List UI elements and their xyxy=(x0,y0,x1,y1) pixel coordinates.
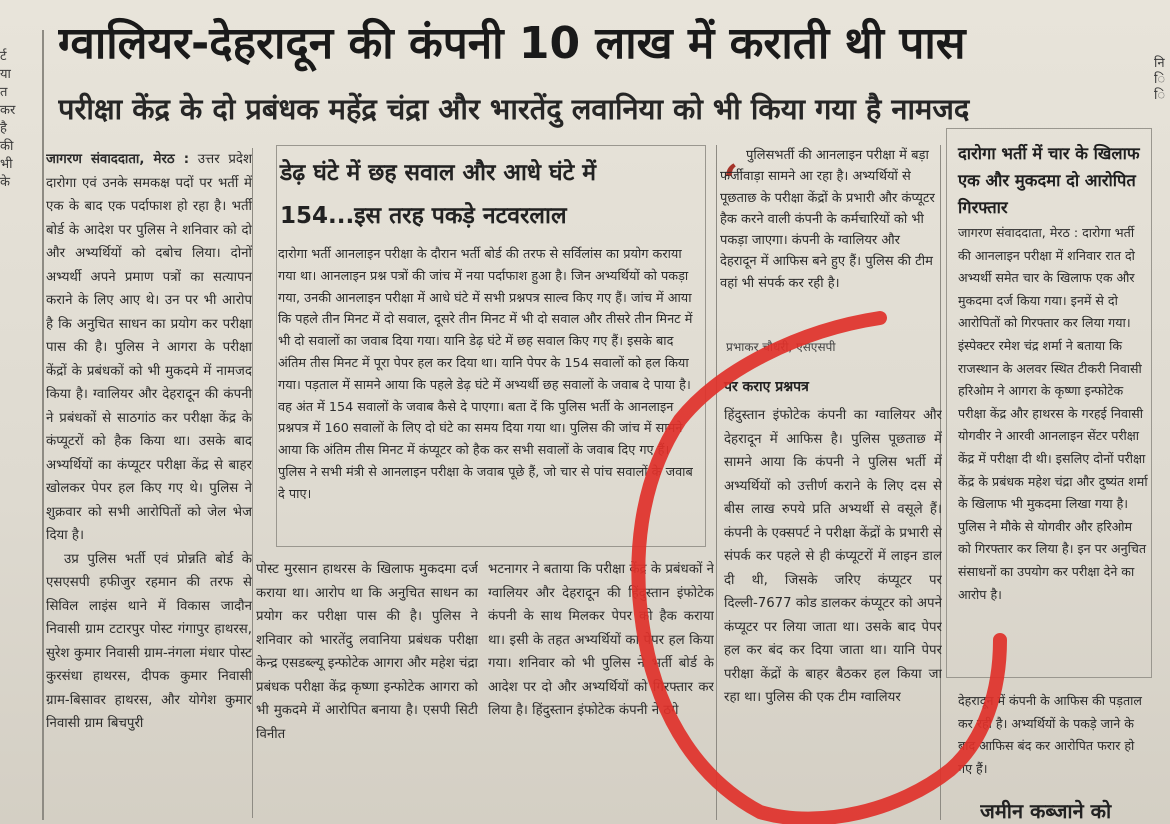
pull-quote-text: पुलिसभर्ती की आनलाइन परीक्षा में बड़ा फर्जीवाड़ा सामने आ रहा है। अभ्यर्थियों से पूछताछ के परीक्षा केंद्रों के प्रभारी और कंप्यूटर हैक करने वाली कंपनी के कर्मचारियों को भी पकड़ा जाएगा। कंपनी के ग्वालियर और देहरादून में आफिस बने हुए हैं। पुलिस की टीम वहां भी संपर्क कर रही है। xyxy=(720,148,935,291)
article-column-2: पोस्ट मुरसान हाथरस के खिलाफ मुकदमा दर्ज कराया था। आरोप था कि अनुचित साधन का प्रयोग कर परीक्षा पास की है। पुलिस ने शनिवार को भारतेंदु लवानिया प्रबंधक परीक्षा केन्द्र एसडब्ल्यू इन्फोटेक आगरा और महेश चंद्रा प्रबंधक परीक्षा केंद्र कृष्णा इन्फोटेक आगरा को भी मुकदमे में आरोपित बनाया है। एसपी सिटी विनीत xyxy=(256,562,478,742)
article-text: उत्तर प्रदेश दारोगा एवं उनके समकक्ष पदों पर भर्ती में एक के बाद एक पर्दाफाश हो रहा है। भर्ती बोर्ड के आदेश पर पुलिस ने शनिवार को दो और अभ्यर्थियों को दबोच लिया। दोनों अभ्यर्थी अपने प्रमाण पत्रों का सत्यापन कराने के लिए आए थे। उन पर भी आरोप है कि अनुचित साधन का प्रयोग कर परीक्षा पास की है। पुलिस ने आगरा के परीक्षा केंद्रों के प्रबंधकों को भी मुकदमे में नामजद किया है। ग्वालियर और देहरादून की कंपनी ने प्रबंधकों से साठगांठ कर परीक्षा केंद्र के कंप्यूटरों को हैक किया था। उसके बाद अभ्यर्थियों का कंप्यूटर परीक्षा केंद्र से बाहर खोलकर पेपर हल किए गए थे। पुलिस ने शुक्रवार को सभी आरोपितों को जेल भेज दिया है। xyxy=(46,152,252,543)
column-rule xyxy=(716,145,717,820)
article-column-3: भटनागर ने बताया कि परीक्षा केंद्र के प्रबंधकों ने ग्वालियर और देहरादून की हिंदुस्तान इंफोटेक कंपनी के साथ मिलकर पेपर को हैक कराया था। इसी के तहत अभ्यर्थियों का पेपर हल किया गया। शनिवार को भी पुलिस ने भर्ती बोर्ड के आदेश पर दो और अभ्यर्थियों को गिरफ्तार कर लिया है। हिंदुस्तान इंफोटेक कंपनी ने ठगे xyxy=(488,562,714,718)
side-story-title: दारोगा भर्ती में चार के खिलाफ एक और मुकदमा दो आरोपित गिरफ्तार xyxy=(958,144,1140,217)
quote-mark-icon: ‘ xyxy=(723,156,739,207)
sub-headline: परीक्षा केंद्र के दो प्रबंधक महेंद्र चंद्रा और भारतेंदु लवानिया को भी किया गया है नामजद xyxy=(58,92,970,126)
byline: जागरण संवाददाता, मेरठ : xyxy=(958,225,1079,240)
section-subheading: पर कराए प्रश्नपत्र xyxy=(724,379,809,395)
article-column-6: देहरादून में कंपनी के आफिस की पड़ताल कर रही है। अभ्यर्थियों के पकड़े जाने के बाद आफिस बंद कर आरोपित फरार हो गए हैं। xyxy=(958,693,1142,776)
column-rule xyxy=(252,148,253,818)
adjacent-column-left: र्ट या त कर है की भी के xyxy=(0,49,16,190)
column-rule xyxy=(42,30,44,820)
boxed-story-title-line: 154...इस तरह पकड़े नटवरलाल xyxy=(280,203,567,229)
pull-quote xyxy=(720,145,938,330)
article-text: उप्र पुलिस भर्ती एवं प्रोन्नति बोर्ड के एसएसपी हफीजुर रहमान की तरफ से सिविल लाइंस थाने में विकास जादौन निवासी ग्राम टटारपुर पोस्ट गंगापुर हाथरस, सुरेश कुमार निवासी ग्राम-नंगला मंधार पोस्ट कुरसंधा हाथरस, दीपक कुमार निवासी ग्राम-बिसावर हाथरस, और योगेश कुमार निवासी ग्राम बिचपुरी xyxy=(46,551,252,731)
boxed-story-body: दारोगा भर्ती आनलाइन परीक्षा के दौरान भर्ती बोर्ड की तरफ से सर्विलांस का प्रयोग कराया गया था। आनलाइन प्रश्न पत्रों की जांच में नया पर्दाफाश हुआ है। जिन अभ्यर्थियों को पकड़ा गया, उनकी आनलाइन परीक्षा में आधे घंटे में सभी प्रश्नपत्र साल्व किए गए हैं। जांच में आया कि पहले तीन मिनट में दो सवाल, दूसरे तीन मिनट में भी दो सवाल और तीसरे तीन मिनट में भी दो सवालों का जवाब दिया गया। यानि डेढ़ घंटे में छह सवाल किए गए हैं। इसके बाद अंतिम तीस मिनट में पूरा पेपर हल कर दिया था। यानि पेपर के 154 सवालों को हल किया गया। पड़ताल में सामने आया कि पहले डेढ़ घंटे में अभ्यर्थी छह सवालों के जवाब दे पाया है। वह अंत में 154 सवालों के जवाब कैसे दे पाएगा। बता दें कि पुलिस भर्ती के आनलाइन प्रश्नपत्र में 160 सवालों के लिए दो घंटे का समय दिया गया था। पुलिस की जांच में सामने आया कि अंतिम तीस मिनट में कंप्यूटर को हैक कर सभी सवालों के जवाब दिए गए हैं। पुलिस ने सभी मंत्री से आनलाइन परीक्षा के जवाब पूछे हैं, जो चार से पांच सवालों के जवाब दे पाए। xyxy=(278,247,693,502)
boxed-story-title-line: डेढ़ घंटे में छह सवाल और आधे घंटे में xyxy=(280,160,597,186)
article-column-4: हिंदुस्तान इंफोटेक कंपनी का ग्वालियर और देहरादून में आफिस है। पुलिस पूछताछ में सामने आया कि कंपनी ने पुलिस भर्ती में अभ्यर्थियों को उत्तीर्ण कराने के लिए दस से बीस लाख रुपये प्रति अभ्यर्थी से वसूले हैं। कंपनी के एक्सपर्ट ने परीक्षा केंद्रों के प्रभारी से संपर्क कर पहले से ही कंप्यूटरों में लाइन डाल दी थी, जिसके जरिए कंप्यूटर पर दिल्ली-7677 कोड डालकर कंप्यूटर को अपने कंप्यूटर पर लिया जाता था। उसके बाद पेपर हल कर बंद कर दिया जाता था। यानि पेपर परीक्षा केंद्रों के बाहर बैठकर हल किया जा रहा था। पुलिस की एक टीम ग्वालियर xyxy=(724,408,942,705)
next-headline: जमीन कब्जाने को xyxy=(980,799,1112,823)
pull-quote-attribution: प्रभाकर चौधरी, एसएसपी xyxy=(726,340,836,354)
main-headline: ग्वालियर-देहरादून की कंपनी 10 लाख में कराती थी पास xyxy=(58,18,966,69)
article-column-1 xyxy=(46,148,252,818)
boxed-story-title xyxy=(280,152,700,242)
adjacent-column-right: नि ि ि xyxy=(1154,56,1166,103)
byline: जागरण संवाददाता, मेरठ : xyxy=(46,152,190,167)
side-story-body xyxy=(958,222,1148,672)
article-text: दारोगा भर्ती की आनलाइन परीक्षा में शनिवार रात दो अभ्यर्थी समेत चार के खिलाफ एक और मुकदमा दर्ज किया गया। इनमें से दो आरोपितों को गिरफ्तार कर लिया गया। इंस्पेक्टर रमेश चंद्र शर्मा ने बताया कि राजस्थान के अलवर स्थित टीकरी निवासी हरिओम ने आगरा के कृष्णा इन्फोटेक परीक्षा केंद्र और हाथरस के गरहई निवासी योगवीर ने आरवी आनलाइन सेंटर परीक्षा केंद्र में परीक्षा दी थी। इसलिए दोनों परीक्षा केंद्र के प्रबंधक महेश चंद्रा और दुष्यंत शर्मा के खिलाफ भी मुकदमा लिखा गया है। पुलिस ने मौके से योगवीर और हरिओम को गिरफ्तार कर लिया है। इन पर अनुचित संसाधनों का उपयोग कर परीक्षा देने का आरोप है। xyxy=(958,225,1148,602)
